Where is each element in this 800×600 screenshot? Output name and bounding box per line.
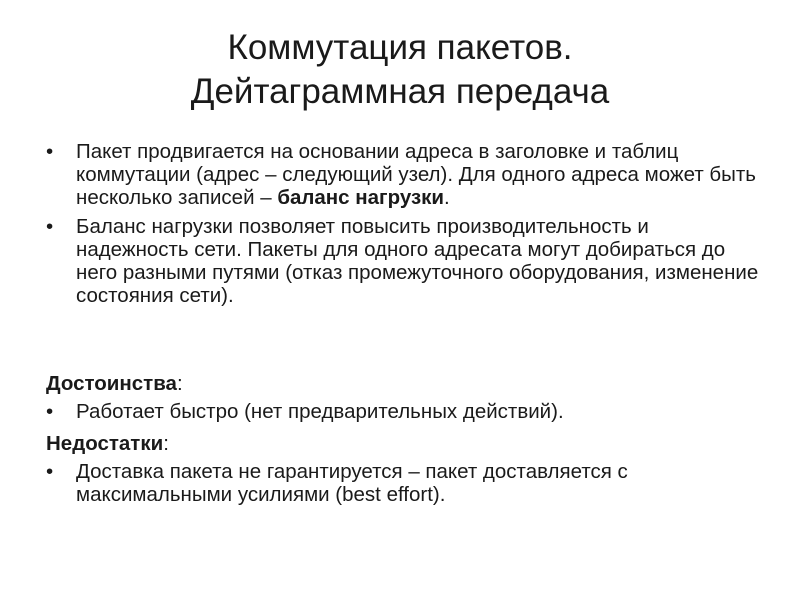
advantages-section [46,372,766,423]
disadvantages-heading-text: Недостатки [46,432,164,455]
bullet-icon: • [46,140,54,163]
disadvantages-section [46,432,766,506]
bullet-icon: • [46,400,54,423]
disadvantages-item-text: Доставка пакета не гарантируется – пакет доставляется с максимальными усилиями (best effort). [76,460,628,506]
disadvantages-heading-colon: : [163,432,169,455]
advantages-item [46,400,766,423]
bullet-icon: • [46,460,54,483]
advantages-heading [46,372,766,396]
slide-title-line-2: Дейтаграммная передача [190,72,610,111]
disadvantages-item [46,460,766,506]
bullet-text: Пакет продвигается на основании адреса в заголовке и таблиц коммутации (адрес – следующий узел). Для одного адреса может быть несколько записей – [76,140,756,209]
bullet-item-routing [46,140,766,209]
disadvantages-heading [46,432,766,456]
bullet-icon: • [46,215,54,238]
slide-title [0,26,800,114]
bullet-item-load-balancing [46,215,766,307]
advantages-item-text: Работает быстро (нет предварительных действий). [76,400,564,423]
bullet-text-end: . [444,186,450,209]
main-bullet-list [46,140,766,313]
bullet-bold-term: баланс нагрузки [277,186,445,209]
advantages-heading-text: Достоинства [46,372,177,395]
advantages-heading-colon: : [176,372,183,395]
bullet-text: Баланс нагрузки позволяет повысить производительность и надежность сети. Пакеты для одного адресата могут добираться до него разными путями (отказ промежуточного оборудования, изменение состояния сети). [76,215,759,307]
slide-title-line-1: Коммутация пакетов. [227,28,573,67]
